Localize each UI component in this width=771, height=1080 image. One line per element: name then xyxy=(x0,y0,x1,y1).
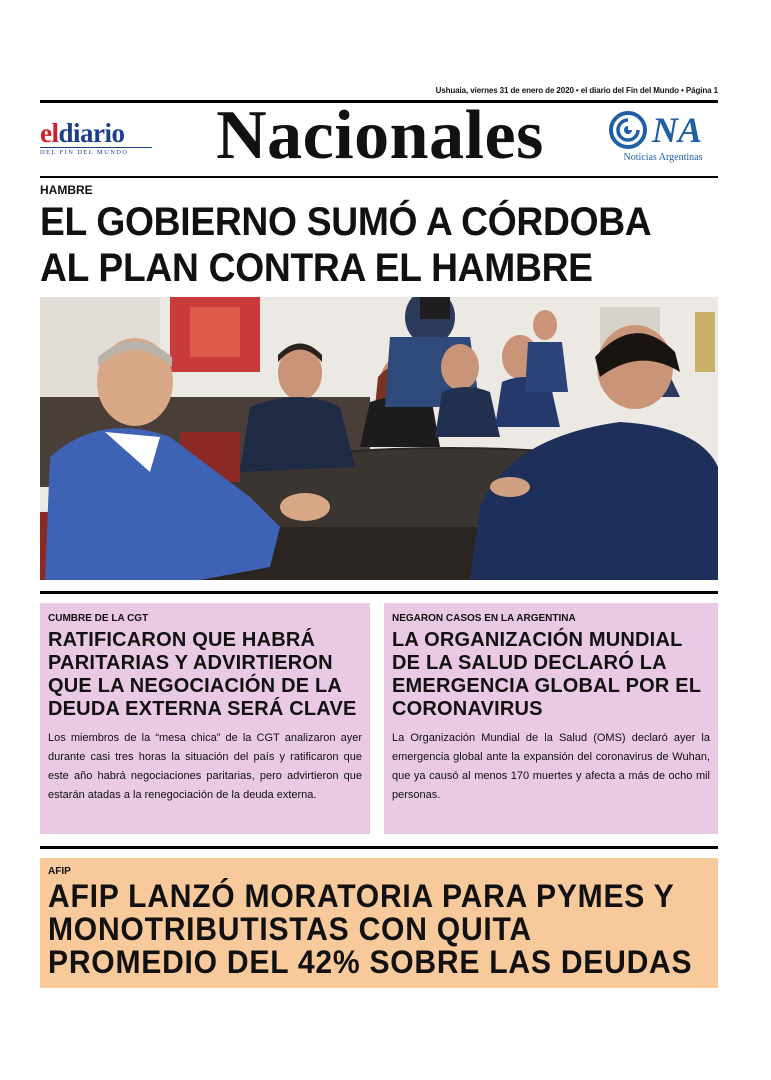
meeting-photo-illustration xyxy=(40,297,718,580)
dateline: Ushuaia, viernes 31 de enero de 2020 • el diario del Fin del Mundo • Página 1 xyxy=(435,86,718,95)
story-oms-kicker: NEGARON CASOS EN LA ARGENTINA xyxy=(392,613,576,624)
story-cgt-kicker: CUMBRE DE LA CGT xyxy=(48,613,149,624)
na-logo-text: NA xyxy=(652,110,703,150)
masthead-rule xyxy=(40,176,718,178)
stories-bottom-rule xyxy=(40,846,718,849)
na-logo[interactable] xyxy=(608,110,718,168)
story-cgt[interactable] xyxy=(40,603,370,834)
main-photo xyxy=(40,297,718,580)
photo-bottom-rule xyxy=(40,591,718,594)
logo-subtitle: DEL FIN DEL MUNDO xyxy=(40,147,152,156)
main-kicker: HAMBRE xyxy=(40,183,93,197)
story-afip-kicker: AFIP xyxy=(48,866,71,877)
na-swirl-icon xyxy=(608,110,656,150)
el-diario-logo[interactable] xyxy=(40,120,152,158)
story-cgt-headline[interactable]: RATIFICARON QUE HABRÁ PARITARIAS Y ADVIRTIERON QUE LA NEGOCIACIÓN DE LA DEUDA EXTERNA SERÁ CLAVE xyxy=(48,629,357,720)
story-afip[interactable] xyxy=(40,858,718,988)
masthead xyxy=(40,97,718,174)
logo-prefix: el xyxy=(40,118,59,148)
story-oms-body: La Organización Mundial de la Salud (OMS) declaró ayer la emergencia global ante la expansión del coronavirus de Wuhan, que ya causó al menos 170 muertes y afecta a más de ocho mil personas. xyxy=(392,732,710,801)
story-cgt-body: Los miembros de la “mesa chica” de la CGT analizaron ayer durante casi tres horas la situación del país y ratificaron que este año habrá negociaciones paritarias, pero advirtieron que estarán atadas a la renegociación de la deuda externa. xyxy=(48,732,362,801)
na-logo-subtitle: Noticias Argentinas xyxy=(623,152,703,163)
story-oms[interactable] xyxy=(384,603,718,834)
section-title: Nacionales xyxy=(216,97,544,174)
story-afip-headline[interactable]: AFIP LANZÓ MORATORIA PARA PYMES Y MONOTRIBUTISTAS CON QUITA PROMEDIO DEL 42% SOBRE LAS DEUDAS xyxy=(48,878,693,980)
main-headline[interactable]: EL GOBIERNO SUMÓ A CÓRDOBA AL PLAN CONTRA EL HAMBRE xyxy=(40,200,651,290)
logo-main: diario xyxy=(58,118,125,148)
story-oms-headline[interactable]: LA ORGANIZACIÓN MUNDIAL DE LA SALUD DECLARÓ LA EMERGENCIA GLOBAL POR EL CORONAVIRUS xyxy=(392,629,701,720)
